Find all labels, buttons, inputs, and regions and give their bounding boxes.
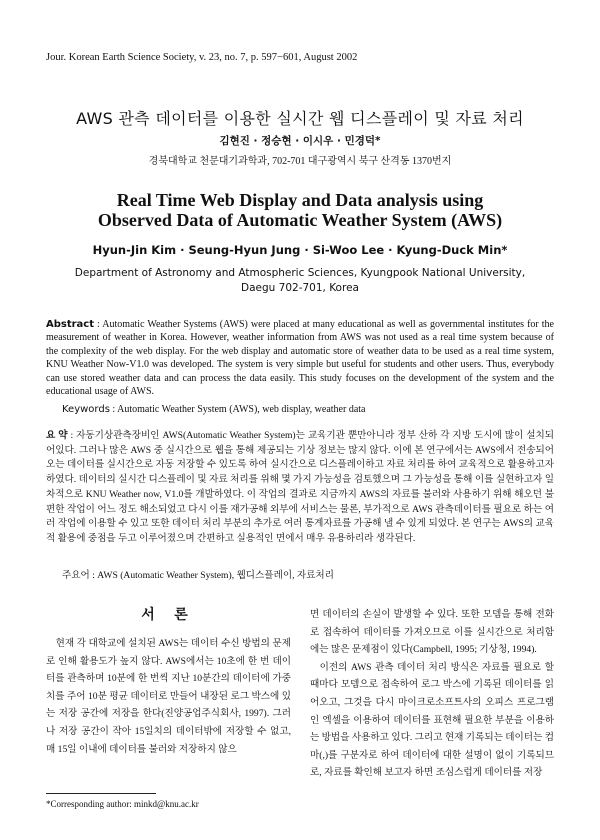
abstract (46, 318, 554, 398)
korean-title: AWS 관측 데이터를 이용한 실시간 웹 디스플레이 및 자료 처리 (76, 109, 524, 128)
keywords-text: : Automatic Weather System (AWS), web display, weather data (109, 404, 366, 415)
body-right-column (310, 606, 554, 782)
body-left-column: 현재 각 대학교에 설치된 AWS는 데이터 수신 방법의 문제로 인해 활용도가 높지 않다. AWS에서는 10초에 한 번 데이터를 관측하며 10분에 한 번씩 지난 10분간의 데이터에 가중치를 주어 10분 평균 데이터로 만들어 내장된 로그 박스에 있는 저장 공간에 저장을 한다(진양공업주식회사, 1997). 그러나 저장 공간이 작아 15일치의 데이터밖에 저장할 수 없고, 매 15일 이내에 데이터를 불러와 저장하지 않으 (46, 638, 291, 755)
korean-summary-text: : 자동기상관측장비인 AWS(Automatic Weather System)는 교육기관 뿐만아니라 정부 산하 각 지방 도시에 많이 설치되어있다. 그러나 많은 AWS 중 실시간으로 웹을 통해 제공되는 기상 정보는 많지 않다. 이에 본 연구에서는 AWS에서 전송되어 오는 데이터를 실시간으로 자동 저장할 수 있도록 하여 실시간으로 디스플레이하고 자료 처리를 하여 교육적으로 활용하고자 하였다. 데이터의 실시간 디스플레이 및 자료 처리를 위해 몇 가지 가능성을 검토했으며 그 가능성을 통해 이를 실현하고자 일차적으로 KNU Weather now, V1.0를 개발하였다. 이 작업의 결과로 지금까지 AWS의 자료를 불러와 사용하기 위해 해오던 불편한 작업이 어느 정도 해소되었고 다시 이를 재가공해 외부에 서비스는 물론, 부가적으로 AWS 관측데이터를 필요로 하는 여러 작업에 이용할 수 있고 또한 데이터 처리 부분의 추가로 여러 통계자료를 가공해 낼 수 있게 되었다. 본 연구는 AWS의 교육적 활용에 중점을 두고 이루어졌으며 간편하고 실용적인 면에서 매우 유용하리라 생각된다. (46, 430, 554, 544)
abstract-text: : Automatic Weather Systems (AWS) were placed at many educational as well as governmental institutes for the measurement of weather in Korea. However, weather information from AWS was not used as a real time system because of the complexity of the web display. For the web display and automatic store of weather data to be used as a real time system, KNU Weather Now-V1.0 was developed. The system is very simple but useful for students and other users. Thus, everybody can use stored weather data and can process the data easily. This study focuses on the development of the system and the educational usage of AWS. (46, 319, 554, 398)
korean-summary-label: 요 약 (46, 430, 68, 441)
korean-keywords-label: 주요어 (62, 570, 90, 581)
english-title-line-2: Observed Data of Automatic Weather System (AWS) (97, 210, 503, 230)
journal-citation: Jour. Korean Earth Science Society, v. 23, no. 7, p. 597−601, August 2002 (46, 52, 358, 63)
korean-keywords-text: : AWS (Automatic Weather System), 웹디스플레이, 자료처리 (89, 570, 334, 581)
english-affiliation: Department of Astronomy and Atmospheric Sciences, Kyungpook National University, Daegu 702-701, Korea (74, 267, 526, 294)
korean-affiliation: 경북대학교 천문대기과학과, 702-701 대구광역시 북구 산격동 1370번지 (148, 156, 452, 167)
body-right-paragraph-2: 이전의 AWS 관측 데이터 처리 방식은 자료를 필요로 할 때마다 모뎀으로 접속하여 로그 박스에 기록된 데이터를 읽어오고, 그것을 다시 마이크로소프트사의 오피스 프로그램인 엑셀을 이용하여 데이터를 표현해 필요한 부분을 이용하는 방법을 사용하고 있다. 그리고 현재 기록되는 데이터는 컴마(,)를 구분자로 하여 데이터에 대한 설명이 없이 기록되므로, 자료를 확인해 보고자 하면 조심스럽게 데이터를 저장 (310, 661, 555, 779)
keywords (62, 404, 365, 415)
section-title-introduction: 서 론 (141, 608, 196, 623)
korean-keywords (62, 567, 334, 581)
keywords-label: Keywords (62, 404, 110, 415)
korean-authors: 김현진 · 정승현 · 이시우 · 민경덕* (219, 135, 381, 147)
english-title (0, 190, 600, 230)
english-authors: Hyun-Jin Kim · Seung-Hyun Jung · Si-Woo Lee · Kyung-Duck Min* (92, 243, 508, 257)
body-right-paragraph-1: 면 데이터의 손실이 발생할 수 있다. 또한 모뎀을 통해 전화로 접속하여 데이터를 가져오므로 이를 실시간으로 처리함에는 많은 문제점이 있다(Campbell, 1995; 기상청, 1994). (310, 609, 554, 656)
corresponding-author-footnote: *Corresponding author: minkd@knu.ac.kr (46, 799, 199, 809)
footnote-divider (46, 793, 156, 794)
english-title-line-1: Real Time Web Display and Data analysis using (116, 190, 484, 210)
korean-summary (46, 429, 554, 547)
abstract-label: Abstract (46, 319, 95, 330)
